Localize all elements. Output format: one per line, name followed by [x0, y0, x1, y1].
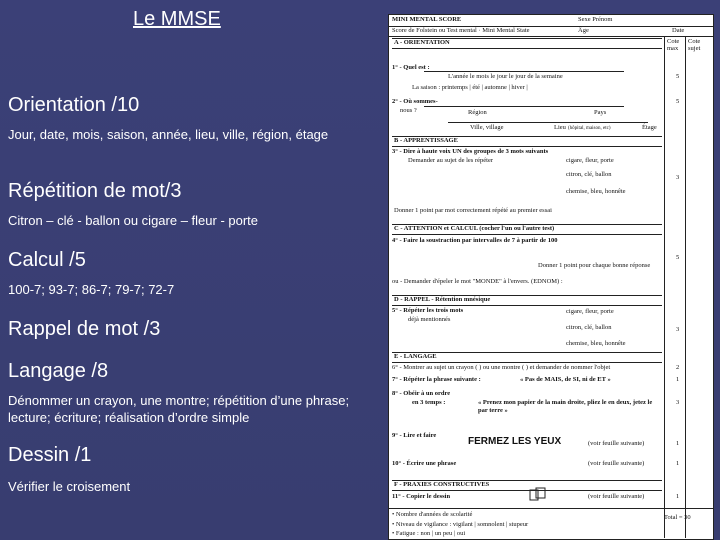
form-q4-note: Donner 1 point pour chaque bonne réponse [538, 262, 651, 269]
form-q3-words3: chemise, bleu, honnête [566, 188, 626, 195]
form-sec-f: F - PRAXIES CONSTRUCTIVES [394, 481, 490, 488]
form-q9-max: 1 [676, 440, 680, 447]
form-q5b: déjà mentionnés [408, 316, 451, 323]
form-q11-max: 1 [676, 493, 680, 500]
form-sec-c: C - ATTENTION et CALCUL (cocher l'un ou l'autre test) [394, 225, 555, 232]
form-q8: 8° - Obéir à un ordre [392, 390, 451, 397]
form-sec-b: B - APPRENTISSAGE [394, 137, 458, 144]
form-q2-max: 5 [676, 98, 680, 105]
form-q4-max: 5 [676, 254, 680, 261]
form-foot3: • Fatigue : non | un peu | oui [392, 530, 466, 537]
form-q3-words1: cigare, fleur, porte [566, 157, 614, 164]
form-q5-words1: cigare, fleur, porte [566, 308, 614, 315]
form-q7: 7° - Répéter la phrase suivante : [392, 376, 481, 383]
form-q1-saison: La saison : printemps | été | automne | hiver | [412, 84, 528, 91]
form-subtitle: Score de Folstein ou Test mental · Mini Mental State [392, 27, 530, 34]
form-q8b: en 3 temps : [412, 399, 446, 406]
section-heading-rappel: Rappel de mot /3 [8, 318, 161, 340]
form-q3-max: 3 [676, 174, 680, 181]
form-q2-ville: Ville, village [470, 124, 504, 131]
pentagon-drawing-icon [528, 486, 548, 502]
form-q1-max: 5 [676, 73, 680, 80]
form-q4: 4° - Faire la soustraction par intervalles de 7 à partir de 100 [392, 237, 558, 244]
form-q6-max: 2 [676, 364, 680, 371]
form-sexe: Sexe Prénom [578, 16, 613, 23]
form-q5-max: 3 [676, 326, 680, 333]
section-body-langage: Dénommer un crayon, une montre; répétition d’une phrase; lecture; écriture; réalisation d’ordre simple [8, 393, 350, 425]
form-foot2: • Niveau de vigilance : vigilant | somnolent | stupeur [392, 521, 529, 528]
form-q5-words2: citron, clé, ballon [566, 324, 612, 331]
form-q2-lieu-sub: (hôpital, maison, etc) [568, 126, 611, 131]
section-heading-calcul: Calcul /5 [8, 249, 86, 271]
form-q2-region: Région [468, 109, 487, 116]
form-q9-text: FERMEZ LES YEUX [468, 436, 562, 447]
form-q8-max: 3 [676, 399, 680, 406]
form-q10-max: 1 [676, 460, 680, 467]
form-q5: 5° - Répéter les trois mots [392, 307, 464, 314]
form-q2-lieu: Lieu [554, 124, 566, 131]
form-q2-etage: Étage [642, 124, 657, 131]
form-q2-pays: Pays [594, 109, 607, 116]
form-q1: 1° - Quel est : [392, 64, 430, 71]
form-age: Âge [578, 27, 589, 34]
form-sec-d: D - RAPPEL - Rétention mnésique [394, 296, 491, 303]
form-q5-words3: chemise, bleu, honnête [566, 340, 626, 347]
section-body-orientation: Jour, date, mois, saison, année, lieu, ville, région, étage [8, 127, 329, 142]
form-q11: 11° - Copier le dessin [392, 493, 451, 500]
form-date: Date [672, 27, 685, 34]
slide-title: Le MMSE [133, 8, 221, 30]
mmse-form-image [388, 14, 714, 540]
form-q9-note: (voir feuille suivante) [588, 440, 645, 447]
section-body-repetition: Citron – clé - ballon ou cigare – fleur - porte [8, 213, 259, 228]
form-foot1: • Nombre d'années de scolarité [392, 511, 473, 518]
form-q2b: nous ? [400, 107, 417, 114]
form-q9: 9° - Lire et faire [392, 432, 437, 439]
form-sec-e: E - LANGAGE [394, 353, 437, 360]
form-q10: 10° - Écrire une phrase [392, 460, 457, 467]
section-heading-repetition: Répétition de mot/3 [8, 180, 182, 202]
form-cote-max: Cote [667, 38, 680, 45]
form-q7-phrase: « Pas de MAIS, de SI, ni de ET » [520, 376, 611, 383]
form-q6: 6° - Montrer au sujet un crayon ( ) ou une montre ( ) et demander de nommer l'objet [392, 364, 611, 371]
form-sec-a: A - ORIENTATION [394, 39, 450, 46]
form-cote-sujet: Cote [688, 38, 701, 45]
section-heading-langage: Langage /8 [8, 360, 109, 382]
section-body-dessin: Vérifier le croisement [8, 479, 131, 494]
form-sujet: sujet [688, 45, 701, 52]
section-heading-orientation: Orientation /10 [8, 94, 140, 116]
form-q2: 2° - Où sommes- [392, 98, 438, 105]
form-q10-note: (voir feuille suivante) [588, 460, 645, 467]
form-q7-max: 1 [676, 376, 680, 383]
form-q11-note: (voir feuille suivante) [588, 493, 645, 500]
form-q4-alt: ou - Demander d'épeler le mot "MONDE" à l'envers. (EDNOM) : [392, 278, 563, 285]
form-cote-sub: max [667, 45, 679, 52]
form-q1-labels: L'année le mois le jour le jour de la semaine [448, 73, 563, 80]
form-q3: 3° - Dire à haute voix UN des groupes de 3 mots suivants [392, 148, 549, 155]
form-q3-note: Donner 1 point par mot correctement répété au premier essai [394, 207, 552, 214]
form-q3-sub: Demander au sujet de les répéter [408, 157, 494, 164]
section-body-calcul: 100-7; 93-7; 86-7; 79-7; 72-7 [8, 282, 175, 297]
form-q3-words2: citron, clé, ballon [566, 171, 612, 178]
form-total: Total = 30 [664, 514, 691, 521]
form-q8-order: « Prenez mon papier de la main droite, pliez le en deux, jetez le par terre » [478, 399, 653, 414]
form-title: MINI MENTAL SCORE [392, 16, 462, 23]
section-heading-dessin: Dessin /1 [8, 444, 92, 466]
